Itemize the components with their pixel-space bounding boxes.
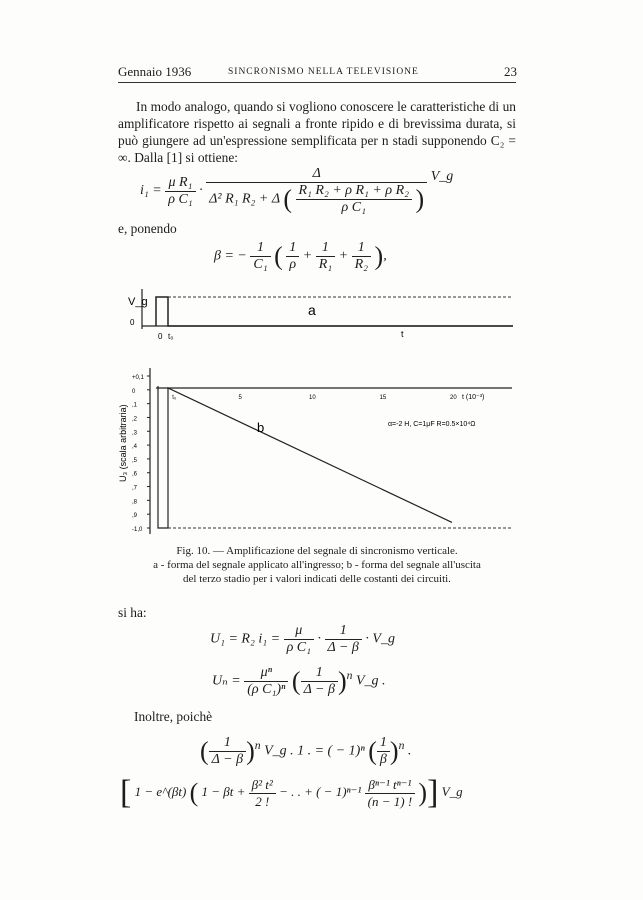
eq2-plus-2: + <box>338 248 349 264</box>
eq4-f2-den: Δ − β <box>303 682 335 697</box>
text-inoltre: Inoltre, poichè <box>134 709 213 724</box>
fig-b-ytick: 0 <box>132 388 136 395</box>
eq4-lhs: Uₙ = <box>212 673 241 689</box>
fig-b-ytick: ,7 <box>132 485 138 492</box>
eq5-mid: V_g . 1 . = ( − 1)ⁿ <box>264 743 365 759</box>
equation-1 <box>140 166 453 216</box>
fig-b-ytick: +0,1 <box>132 375 144 381</box>
eq5-f1-num: 1 <box>209 735 246 752</box>
eq1-frac-den: ρ C₁ <box>168 191 193 207</box>
running-head-title: SINCRONISMO NELLA TELEVISIONE <box>228 67 419 77</box>
fig-a-pulse <box>156 297 513 326</box>
eq4-rhs: V_g . <box>355 673 386 689</box>
eq2-f2-num: 1 <box>286 240 299 257</box>
page-number: 23 <box>504 64 517 79</box>
fig-b-ytick: ,3 <box>132 430 138 437</box>
eq1-big-num: Δ <box>206 166 427 183</box>
fig-b-ytick: ,5 <box>132 457 138 464</box>
fig-b-annotation: α=-2 H, C=1μF R=0.5×10⁴Ω <box>388 421 476 428</box>
eq2-f3-num: 1 <box>316 240 335 257</box>
eq1-inner-frac <box>296 183 413 216</box>
fig-b-xlabel: t (10⁻³) <box>462 394 485 401</box>
caption-line-2: a - forma del segnale applicato all'ingresso; b - forma del segnale all'uscita <box>153 559 481 571</box>
fig-b-ytick: ,2 <box>132 416 138 423</box>
eq5-f2-den: β <box>379 752 387 767</box>
eq6-b: 1 − βt + <box>201 783 246 799</box>
paragraph-intro: In modo analogo, quando si vogliono conoscere le caratteristiche di un amplificatore rispetto ai segnali a fronte ripido e di brevissima durata, si può giungere ad un'espressione semplificata per n stadi supponendo C₂ = ∞. Dalla [1] si ottiene: <box>118 99 516 165</box>
fig-a-xtick-t0: t₀ <box>168 332 174 341</box>
eq1-lhs: i₁ = <box>140 183 162 199</box>
eq1-dot: · <box>199 183 203 199</box>
eq4-pow: n <box>346 669 353 683</box>
eq3-f2-num: 1 <box>325 623 362 640</box>
fig-a-ytick-0: 0 <box>130 318 135 327</box>
eq6-f1-den: 2 ! <box>255 793 270 809</box>
eq1-frac-num: μ R₁ <box>165 175 195 192</box>
fig-b-xtick: 5 <box>238 395 242 401</box>
equation-6: [ 1 − e^(βt) ( 1 − βt + $\frac{\text{β² t²}}{2 !}$ − . . + ( − 1)ⁿ⁻¹ $\frac{\text{βⁿ⁻¹ tⁿ⁻¹}}{(n - 1) !}$ )] V_g <box>120 774 463 811</box>
equation-2: β = − $\frac{1}{\text{C₁}}$ ( $\frac{1}{\rho}$ + $\frac{1}{\text{R₁}}$ + $\frac{1}{\text{R₂}}$ ), <box>214 240 387 272</box>
figure-a <box>118 285 518 345</box>
fig-a-xtick-0: 0 <box>158 332 163 341</box>
fig-b-ytick: ,6 <box>132 471 138 478</box>
fig-b-ytick: ,4 <box>132 444 138 451</box>
eq3-rhs: · V_g <box>365 631 395 647</box>
eq1-big-frac <box>206 166 427 216</box>
eq6-f1-num: β² t² <box>249 777 276 794</box>
eq4-f1-num: μⁿ <box>244 665 288 682</box>
eq2-f4-den: R₂ <box>354 257 369 272</box>
fig-b-xtick: 20 <box>450 395 457 401</box>
fig-b-ytick: ,8 <box>132 499 138 506</box>
eq5-f2-num: 1 <box>377 735 390 752</box>
eq1-frac <box>165 175 195 208</box>
fig-b-ytick: ,9 <box>132 513 138 520</box>
fig-a-xlabel: t <box>401 329 404 339</box>
figure-caption <box>118 544 516 586</box>
fig-b-xtick: 15 <box>379 395 387 401</box>
eq1-inner-num: R₁ R₂ + ρ R₁ + ρ R₂ <box>296 183 413 200</box>
equation-4: Uₙ = $\frac{\text{μⁿ}}{\text{(ρ C₁)ⁿ}}$ ( $\frac{1}{\Delta - \beta}$ )$^n$ V_g . <box>212 665 386 697</box>
eq2-plus-1: + <box>302 248 313 264</box>
eq6-a: 1 − e^(βt) <box>134 783 187 799</box>
eq6-rhs: V_g <box>441 783 463 799</box>
fig-b-label: b <box>257 420 265 435</box>
fig-b-ytick: -1,0 <box>132 527 143 533</box>
fig-b-xtick: 10 <box>309 395 316 401</box>
eq4-f1-den: (ρ C₁)ⁿ <box>247 682 286 697</box>
eq5-f1-den: Δ − β <box>211 752 244 767</box>
equation-3: U₁ = R₂ i₁ = $\frac{\mu}{\text{ρ C₁}}$ · $\frac{1}{\Delta - \beta}$ · V_g <box>210 623 395 655</box>
fig-b-ytick: ,1 <box>132 402 138 409</box>
text-ponendo: e, ponendo <box>118 221 177 236</box>
eq5-pow: n <box>254 739 261 753</box>
eq6-f2-den: (n − 1) ! <box>367 793 413 809</box>
eq2-lhs: β = − <box>214 248 247 264</box>
eq3-f1-den: ρ C₁ <box>286 640 311 655</box>
caption-line-3: del terzo stadio per i valori indicati delle costanti dei circuiti. <box>183 573 451 585</box>
eq2-end: , <box>383 248 387 264</box>
eq2-f1-den: C₁ <box>253 257 268 272</box>
eq1-den-a: Δ² R₁ R₂ + Δ <box>209 191 280 207</box>
fig-b-xtick: t₀ <box>172 395 177 401</box>
fig-b-curve <box>158 386 452 528</box>
eq3-lhs: U₁ = R₂ i₁ = <box>210 631 281 647</box>
eq6-c: − . . + ( − 1)ⁿ⁻¹ <box>279 783 362 799</box>
equation-5: ( $\frac{1}{\Delta - \beta}$ )$^n$ V_g . 1 . = ( − 1)ⁿ ( $\frac{1}{\beta}$ )$^n$ . <box>200 735 412 767</box>
eq2-f1-num: 1 <box>250 240 270 257</box>
eq5-pow-2: n <box>398 739 405 753</box>
figure-b <box>112 362 522 542</box>
eq6-f2-num: βⁿ⁻¹ tⁿ⁻¹ <box>365 777 416 794</box>
eq1-inner-den: ρ C₁ <box>341 200 366 215</box>
eq2-f2-den: ρ <box>289 257 297 272</box>
eq4-f2-num: 1 <box>301 665 338 682</box>
eq5-end: . <box>407 743 412 759</box>
caption-line-1: Fig. 10. — Amplificazione del segnale di sincronismo verticale. <box>176 545 458 557</box>
eq1-big-den: Δ² R₁ R₂ + Δ ( $\frac{\text{R₁ R₂ + ρ R₁ + ρ R₂}}{\text{ρ C₁}}$ ) <box>209 183 425 215</box>
text-si-ha: si ha: <box>118 605 147 620</box>
fig-b-ylabel: U₃ (scala arbitraria) <box>118 404 128 482</box>
eq2-f3-den: R₁ <box>318 257 333 272</box>
fig-a-ylabel: V_g <box>128 296 148 308</box>
eq3-f2-den: Δ − β <box>327 640 359 655</box>
eq3-f1-num: μ <box>284 623 314 640</box>
header-rule <box>118 82 516 83</box>
fig-a-label: a <box>308 302 316 318</box>
eq2-f4-num: 1 <box>352 240 371 257</box>
eq1-rhs: V_g <box>430 169 454 185</box>
running-head-date: Gennaio 1936 <box>118 64 192 79</box>
